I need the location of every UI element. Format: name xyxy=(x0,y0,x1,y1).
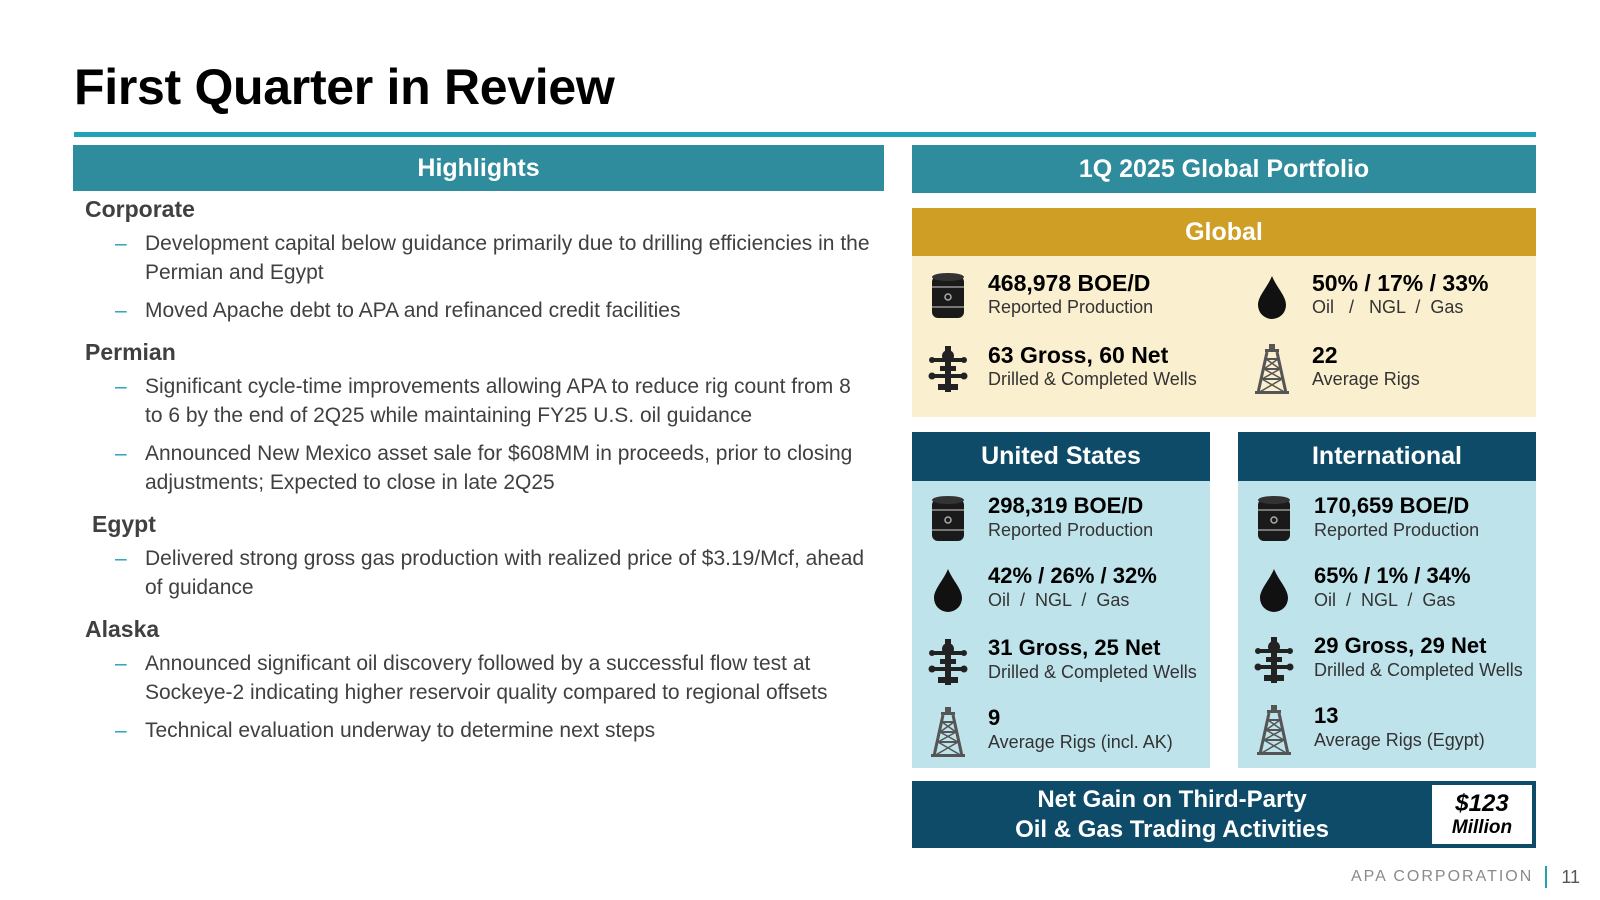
mix-value: 50% / 17% / 33% xyxy=(1312,270,1489,296)
global-label: Global xyxy=(1185,217,1263,246)
mix-value: 42% / 26% / 32% xyxy=(988,563,1157,588)
wells-value: 31 Gross, 25 Net xyxy=(988,635,1161,660)
intl-production-stat xyxy=(1254,493,1479,547)
rigs-value: 13 xyxy=(1314,703,1339,728)
rigs-label: Average Rigs (Egypt) xyxy=(1314,730,1485,750)
net-gain-value xyxy=(1432,785,1532,844)
net-gain-amount: $123 xyxy=(1455,789,1509,817)
dash-bullet: – xyxy=(115,232,127,255)
item-text: Development capital below guidance primarily due to drilling efficiencies in the Permian and Egypt xyxy=(145,232,870,284)
footer-company: APA CORPORATION xyxy=(1350,868,1534,885)
list-item xyxy=(85,716,874,745)
list-item xyxy=(85,439,874,497)
mix-value: 65% / 1% / 34% xyxy=(1314,563,1471,588)
bullet-list xyxy=(85,372,874,497)
egypt-section xyxy=(74,511,874,602)
item-text: Technical evaluation underway to determine next steps xyxy=(145,719,656,742)
oil-drop-icon xyxy=(928,563,968,617)
dash-bullet: – xyxy=(115,547,127,570)
oil-barrel-icon xyxy=(928,493,968,547)
us-panel xyxy=(912,481,1210,768)
us-band xyxy=(912,432,1210,481)
wellhead-icon xyxy=(1254,633,1294,687)
highlights-header-label: Highlights xyxy=(417,153,540,182)
oil-barrel-icon xyxy=(928,270,968,324)
wells-label: Drilled & Completed Wells xyxy=(1314,660,1523,680)
section-heading: Egypt xyxy=(92,511,156,537)
us-rigs-stat xyxy=(928,705,1173,759)
global-wells-stat xyxy=(928,342,1197,396)
page-title: First Quarter in Review xyxy=(74,59,615,115)
us-mix-stat xyxy=(928,563,1157,617)
production-value: 298,319 BOE/D xyxy=(988,493,1144,518)
item-text: Announced New Mexico asset sale for $608MM in proceeds, prior to closing adjustments; Expected to close in late 2Q25 xyxy=(145,442,853,494)
wellhead-icon xyxy=(928,635,968,689)
global-production-stat xyxy=(928,270,1153,324)
wells-label: Drilled & Completed Wells xyxy=(988,369,1197,389)
alaska-section xyxy=(74,616,874,745)
corporate-section xyxy=(74,196,874,325)
wells-label: Drilled & Completed Wells xyxy=(988,662,1197,682)
wells-value: 29 Gross, 29 Net xyxy=(1314,633,1487,658)
bullet-list xyxy=(85,649,874,745)
highlights-header xyxy=(73,145,884,191)
us-wells-stat xyxy=(928,635,1197,689)
global-panel xyxy=(912,256,1536,417)
rigs-value: 22 xyxy=(1312,342,1338,368)
rigs-value: 9 xyxy=(988,705,1001,730)
page-number: 11 xyxy=(1561,866,1580,887)
item-text: Moved Apache debt to APA and refinanced credit facilities xyxy=(145,299,681,322)
highlights-list xyxy=(74,196,874,759)
net-gain-line1: Net Gain on Third-Party xyxy=(1037,785,1307,813)
section-heading: Alaska xyxy=(85,616,160,642)
list-item xyxy=(85,372,874,430)
rigs-label: Average Rigs (incl. AK) xyxy=(988,732,1173,752)
net-gain-label xyxy=(912,781,1432,848)
production-label: Reported Production xyxy=(1314,520,1480,540)
dash-bullet: – xyxy=(115,652,127,675)
net-gain-unit: Million xyxy=(1451,816,1513,838)
drilling-rig-icon xyxy=(1252,342,1292,396)
wells-value: 63 Gross, 60 Net xyxy=(988,342,1169,368)
global-mix-stat xyxy=(1252,270,1488,324)
intl-mix-stat xyxy=(1254,563,1471,617)
list-item xyxy=(85,649,874,707)
net-gain-box xyxy=(912,781,1536,848)
list-item xyxy=(85,296,874,325)
portfolio-header-label: 1Q 2025 Global Portfolio xyxy=(1078,154,1370,183)
net-gain-line2: Oil & Gas Trading Activities xyxy=(1015,815,1329,843)
oil-drop-icon xyxy=(1252,270,1292,324)
section-heading: Permian xyxy=(85,339,176,365)
global-rigs-stat xyxy=(1252,342,1420,396)
oil-barrel-icon xyxy=(1254,493,1294,547)
item-text: Delivered strong gross gas production with realized price of $3.19/Mcf, ahead of guidance xyxy=(145,547,865,599)
us-production-stat xyxy=(928,493,1153,547)
production-value: 468,978 BOE/D xyxy=(988,270,1151,296)
dash-bullet: – xyxy=(115,375,127,398)
dash-bullet: – xyxy=(115,299,127,322)
bullet-list xyxy=(85,544,874,602)
portfolio-header xyxy=(912,145,1536,193)
drilling-rig-icon xyxy=(928,705,968,759)
list-item xyxy=(85,229,874,287)
global-band xyxy=(912,208,1536,256)
international-band xyxy=(1238,432,1536,481)
international-panel xyxy=(1238,481,1536,768)
bullet-list xyxy=(85,229,874,325)
drilling-rig-icon xyxy=(1254,703,1294,757)
mix-label: Oil / NGL / Gas xyxy=(1314,590,1456,610)
item-text: Significant cycle-time improvements allowing APA to reduce rig count from 8 to 6 by the end of 2Q25 while maintaining FY25 U.S. oil guidance xyxy=(145,375,851,427)
item-text: Announced significant oil discovery followed by a successful flow test at Sockeye-2 indicating higher reservoir quality compared to regional offsets xyxy=(145,652,828,704)
footer-divider xyxy=(1545,866,1547,888)
intl-wells-stat xyxy=(1254,633,1523,687)
oil-drop-icon xyxy=(1254,563,1294,617)
production-label: Reported Production xyxy=(988,520,1154,540)
rigs-label: Average Rigs xyxy=(1312,369,1420,389)
title-divider xyxy=(74,132,1536,137)
mix-label: Oil / NGL / Gas xyxy=(1312,297,1464,317)
international-label: International xyxy=(1311,442,1462,470)
list-item xyxy=(85,544,874,602)
us-label: United States xyxy=(981,442,1141,470)
section-heading: Corporate xyxy=(85,196,195,222)
dash-bullet: – xyxy=(115,442,127,465)
wellhead-icon xyxy=(928,342,968,396)
production-label: Reported Production xyxy=(988,297,1154,317)
footer xyxy=(1351,866,1580,888)
dash-bullet: – xyxy=(115,719,127,742)
production-value: 170,659 BOE/D xyxy=(1314,493,1470,518)
permian-section xyxy=(74,339,874,497)
mix-label: Oil / NGL / Gas xyxy=(988,590,1130,610)
intl-rigs-stat xyxy=(1254,703,1485,757)
